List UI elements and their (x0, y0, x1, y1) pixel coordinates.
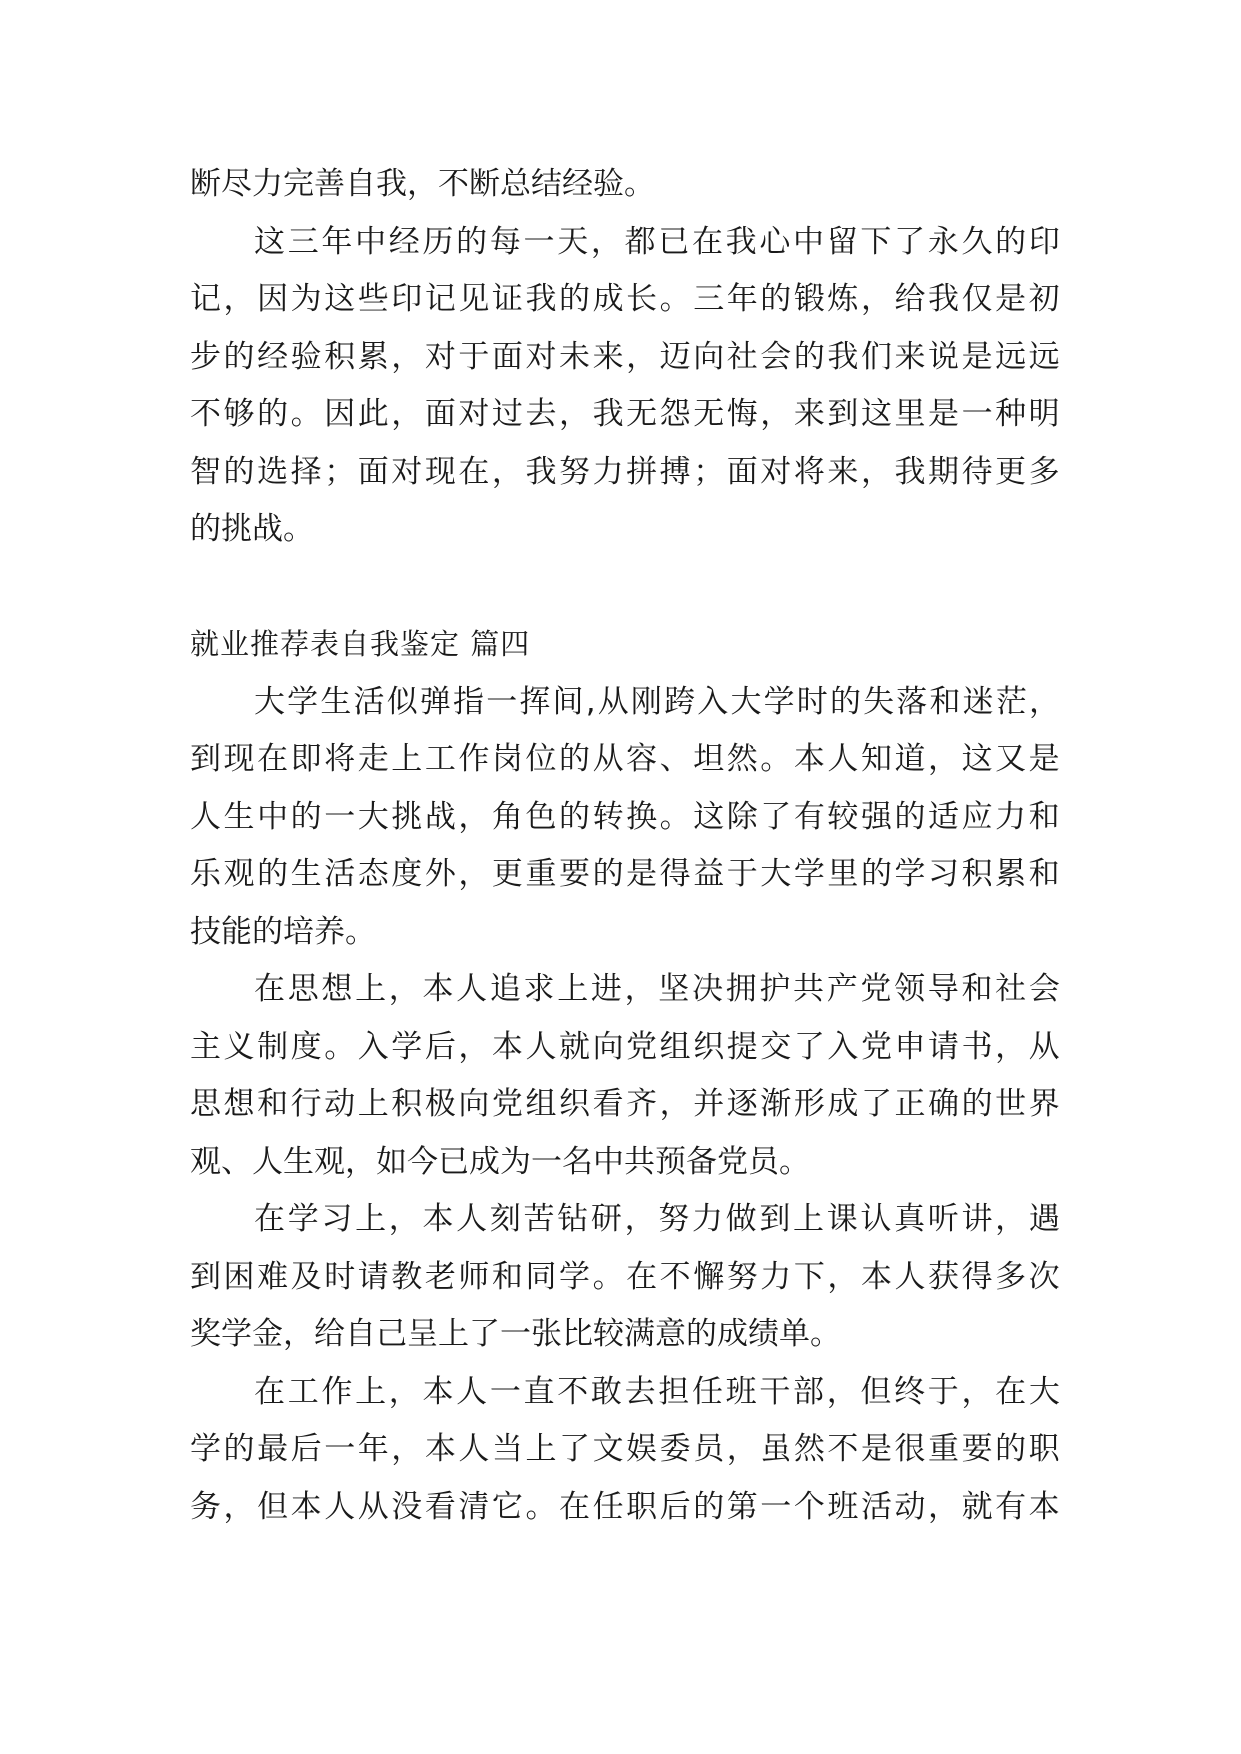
text-line: 断尽力完善自我，不断总结经验。 (190, 166, 655, 202)
text-line: 的挑战。 (190, 511, 314, 547)
text-line: 人 生 中 的 一 大 挑 战 ， 角 色 的 转 换 。 这 除 了 有 较 强 的 适 应 力 和 (190, 798, 1060, 835)
text-line: 观、人生观，如今已成为一名中共预备党员。 (190, 1143, 810, 1180)
text-line: 记 ， 因 为 这 些 印 记 见 证 我 的 成 长 。 三 年 的 锻 炼 ， 给 我 仅 是 初 (190, 281, 1060, 317)
text-line: 奖学金，给自己呈上了一张比较满意的成绩单。 (190, 1316, 841, 1352)
text-line: 这 三 年 中 经 历 的 每 一 天 ， 都 已 在 我 心 中 留 下 了 永 久 的 印 (254, 223, 1060, 260)
text-line: 在 思 想 上 ， 本 人 追 求 上 进 ， 坚 决 拥 护 共 产 党 领 导 和 社 会 (254, 971, 1060, 1007)
paragraph (190, 961, 1060, 1191)
text-line: 在 工 作 上 ， 本 人 一 直 不 敢 去 担 任 班 干 部 ， 但 终 于 ， 在 大 (254, 1373, 1060, 1410)
section-four-text (190, 674, 1060, 1537)
paragraph (190, 156, 1060, 214)
text-line: 技能的培养。 (190, 913, 376, 950)
paragraph (190, 1191, 1060, 1364)
text-line: 到 现 在 即 将 走 上 工 作 岗 位 的 从 容 、 坦 然 。 本 人 知 道 ， 这 又 是 (190, 741, 1060, 777)
text-line: 务 ， 但 本 人 从 没 看 清 它 。 在 任 职 后 的 第 一 个 班 活 动 ， 就 有 本 (190, 1488, 1060, 1525)
text-line: 乐 观 的 生 活 态 度 外 ， 更 重 要 的 是 得 益 于 大 学 里 的 学 习 积 累 和 (190, 856, 1060, 892)
section-heading: 就业推荐表自我鉴定 篇四 (190, 627, 531, 661)
text-line: 主 义 制 度 。 入 学 后 ， 本 人 就 向 党 组 织 提 交 了 入 党 申 请 书 ， 从 (190, 1028, 1060, 1065)
text-line: 思 想 和 行 动 上 积 极 向 党 组 织 看 齐 ， 并 逐 渐 形 成 了 正 确 的 世 界 (190, 1086, 1060, 1122)
text-line: 不 够 的 。 因 此 ， 面 对 过 去 ， 我 无 怨 无 悔 ， 来 到 这 里 是 一 种 明 (190, 396, 1060, 432)
text-line: 在 学 习 上 ， 本 人 刻 苦 钻 研 ， 努 力 做 到 上 课 认 真 听 讲 ， 遇 (254, 1201, 1060, 1237)
document-body (190, 156, 1060, 1536)
text-line: 步 的 经 验 积 累 ， 对 于 面 对 未 来 ， 迈 向 社 会 的 我 们 来 说 是 远 远 (190, 338, 1060, 375)
paragraph (190, 214, 1060, 559)
paragraph (190, 1364, 1060, 1537)
section-gap (190, 559, 1060, 617)
text-line: 学 的 最 后 一 年 ， 本 人 当 上 了 文 娱 委 员 ， 虽 然 不 是 很 重 要 的 职 (190, 1431, 1060, 1467)
paragraph (190, 674, 1060, 962)
text-line: 智 的 选 择 ； 面 对 现 在 ， 我 努 力 拼 搏 ； 面 对 将 来 ， 我 期 待 更 多 (190, 453, 1060, 490)
text-line: 到 困 难 及 时 请 教 老 师 和 同 学 。 在 不 懈 努 力 下 ， 本 人 获 得 多 次 (190, 1258, 1060, 1295)
text-line: 大 学 生 活 似 弹 指 一 挥 间 , 从 刚 跨 入 大 学 时 的 失 落 和 迷 茫 ， (254, 683, 1060, 720)
previous-section-text (190, 156, 1060, 559)
